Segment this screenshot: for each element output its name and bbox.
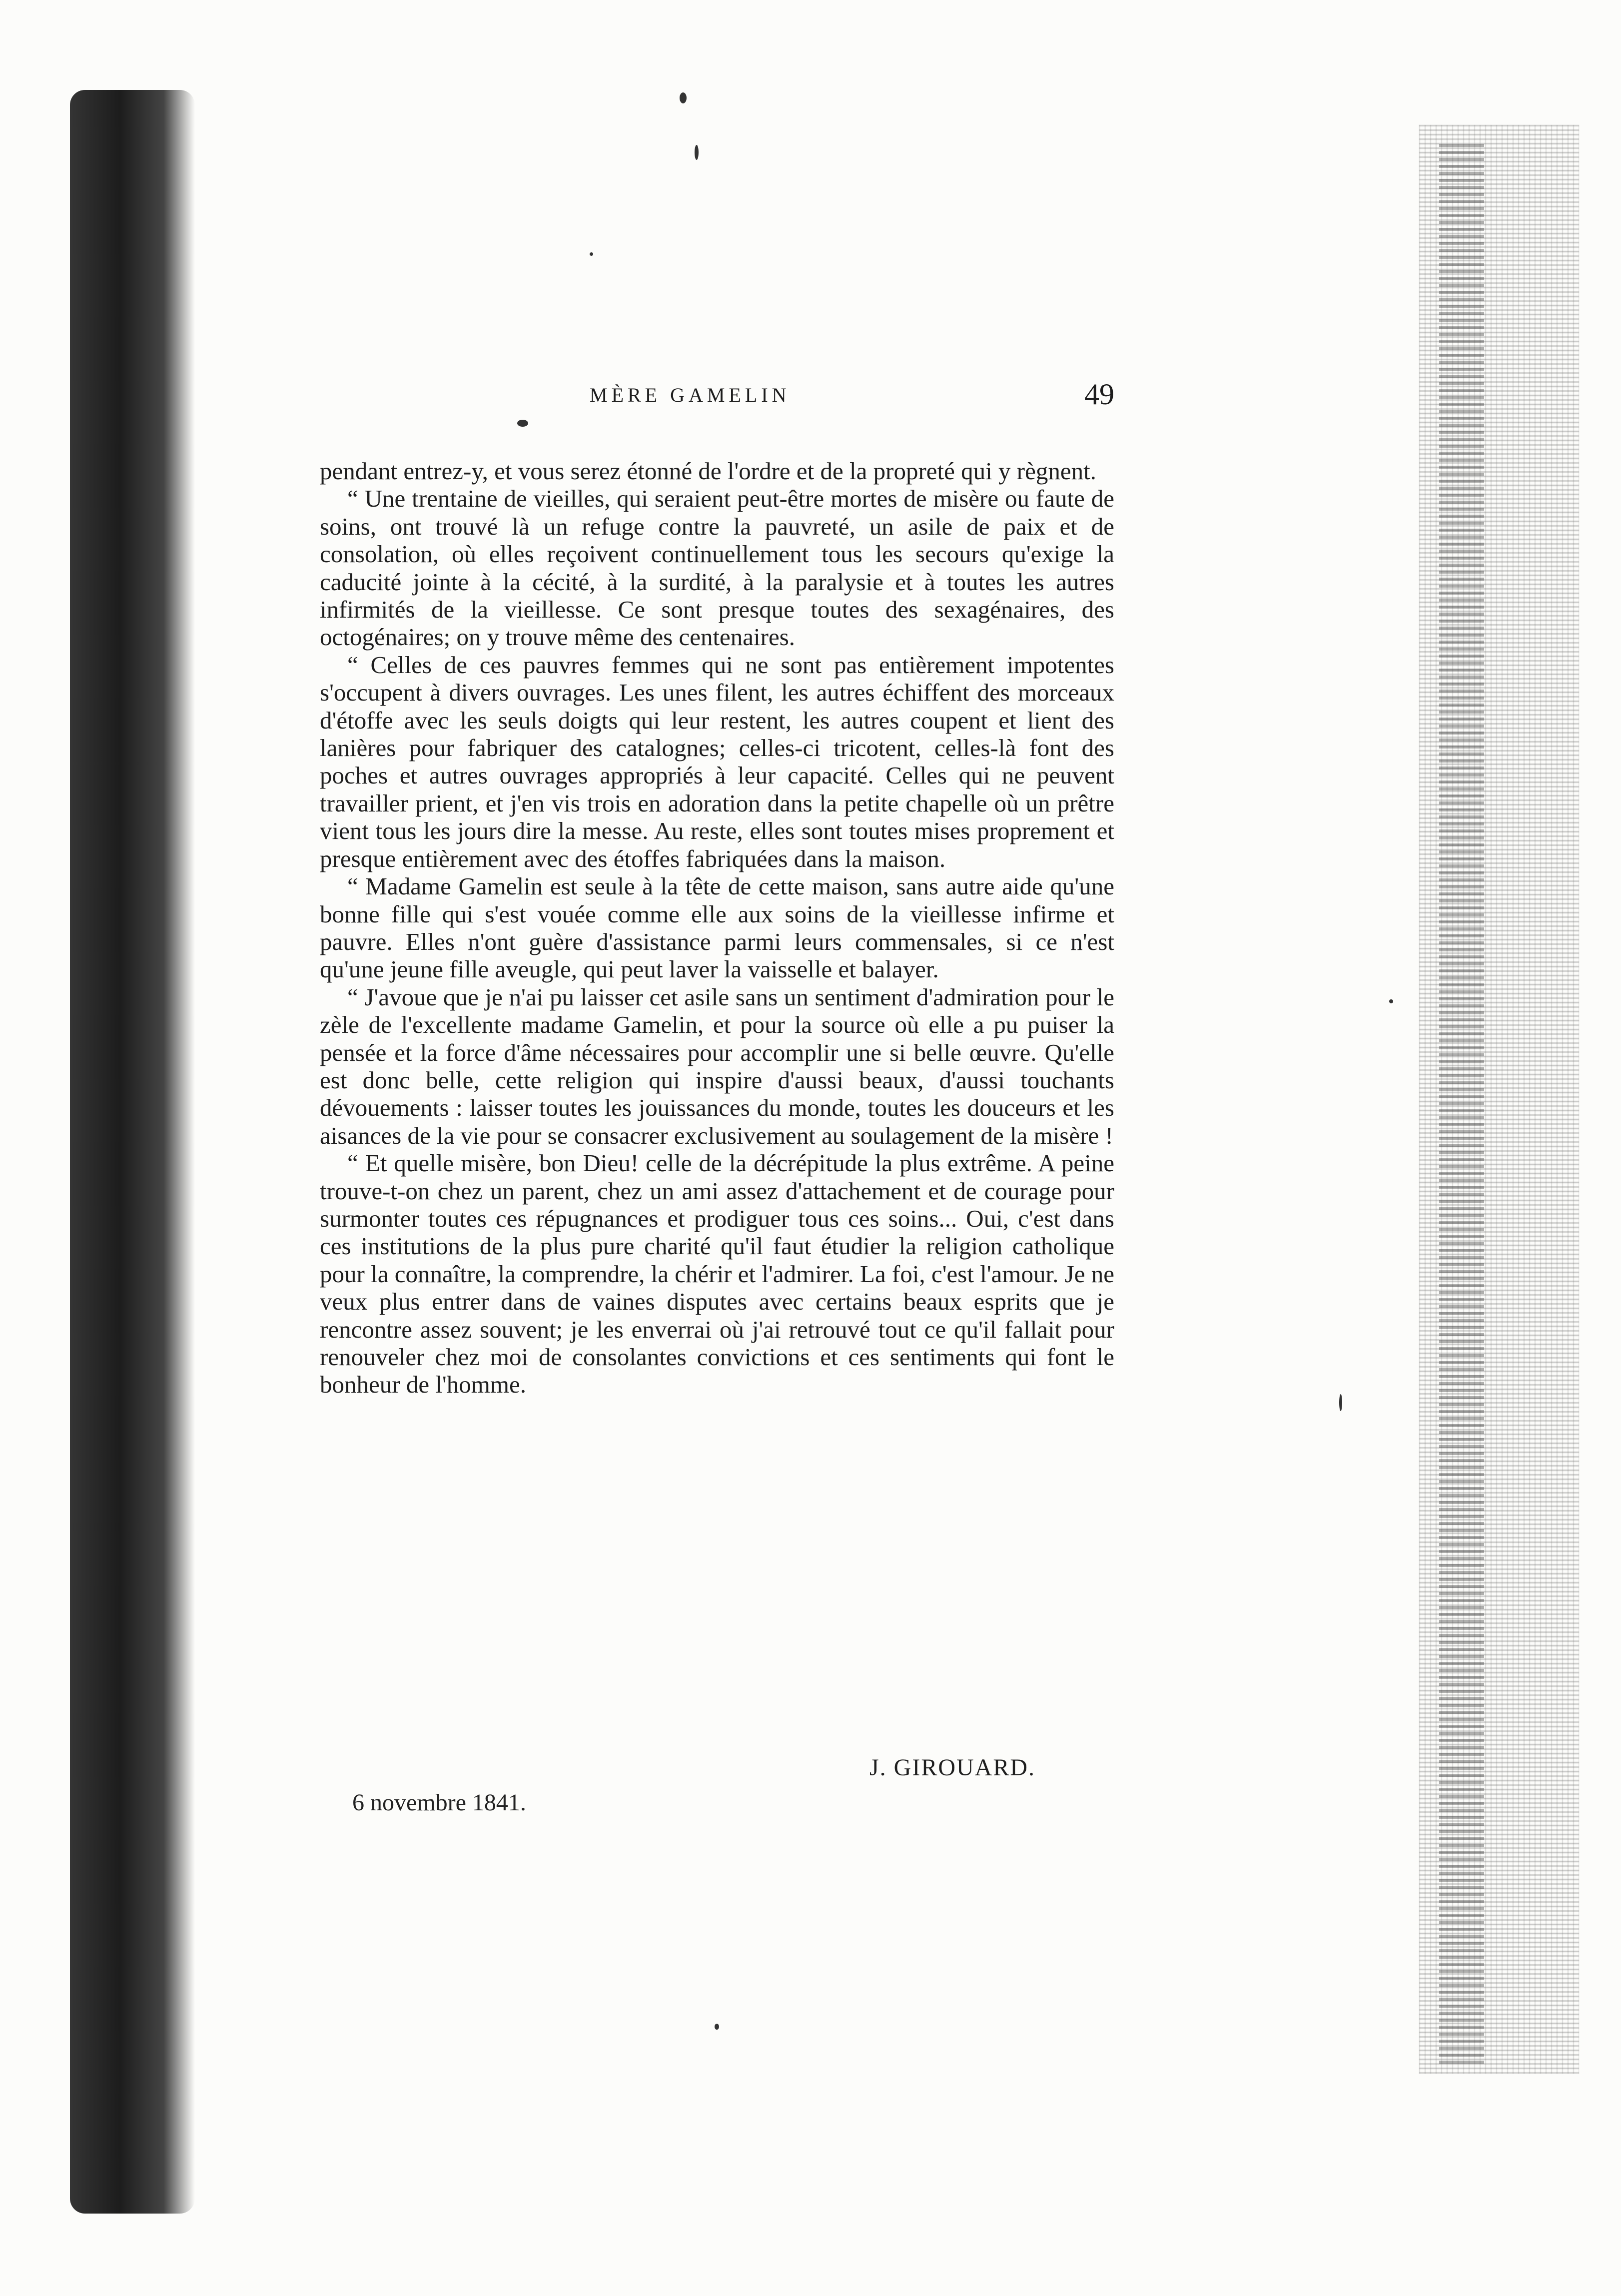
paragraph: “ J'avoue que je n'ai pu laisser cet asile sans un sentiment d'admiration pour le zèle de l'excellente madame Gamelin, et pour la source où elle a pu puiser la pensée et la force d'âme nécessaires pour accomplir une si belle œuvre. Qu'elle est donc belle, cette religion qui inspire d'aussi beaux, d'aussi touchants dévouements : laisser toutes les jouissances du monde, toutes les douceurs et les aisances de la vie pour se consacrer exclusivement au soulagement de la misère ! xyxy=(320,983,1114,1149)
paragraph: “ Celles de ces pauvres femmes qui ne sont pas entièrement impotentes s'occupent à divers ouvrages. Les unes filent, les autres échiffent des morceaux d'étoffe avec les seuls doigts qui leur restent, les autres coupent et lient des lanières pour fabriquer des catalognes; celles-ci tricotent, celles-là font des poches et autres ouvrages appropriés à leur capacité. Celles qui ne peuvent travailler prient, et j'en vis trois en adoration dans la petite chapelle où un prêtre vient tous les jours dire la messe. Au reste, elles sont toutes mises proprement et presque entièrement avec des étoffes fabriquées dans la maison. xyxy=(320,651,1114,872)
running-title: MÈRE GAMELIN xyxy=(590,384,791,406)
scan-speck xyxy=(715,2024,719,2030)
paragraph: “ Une trentaine de vieilles, qui seraient peut-être mortes de misère ou faute de soins, ont trouvé là un refuge contre la pauvreté, un asile de paix et de consolation, où elles reçoivent continuellement tous les secours qu'exige la caducité jointe à la cécité, à la surdité, à la paralysie et à toutes les autres infirmités de la vieillesse. Ce sont presque toutes des sexagénaires, des octogénaires; on y trouve même des centenaires. xyxy=(320,485,1114,651)
scan-speck xyxy=(1389,999,1393,1003)
binding-shadow xyxy=(70,90,195,2214)
running-head xyxy=(320,377,1114,417)
scan-speck xyxy=(590,252,593,256)
paragraph: “ Madame Gamelin est seule à la tête de cette maison, sans autre aide qu'une bonne fille qui s'est vouée comme elle aux soins de la vieillesse infirme et pauvre. Elles n'ont guère d'assistance parmi leurs commensales, si ce n'est qu'une jeune fille aveugle, qui peut laver la vaisselle et balayer. xyxy=(320,872,1114,983)
signature: J. GIROUARD. xyxy=(869,1754,1036,1781)
scan-speck xyxy=(517,420,528,427)
date-line: 6 novembre 1841. xyxy=(352,1789,526,1816)
body-text xyxy=(320,457,1114,1399)
paragraph: pendant entrez-y, et vous serez étonné de l'ordre et de la propreté qui y règnent. xyxy=(320,457,1096,485)
scan-speck xyxy=(680,92,687,103)
page-number: 49 xyxy=(1084,378,1114,411)
scan-speck xyxy=(1339,1394,1342,1411)
scan-speck xyxy=(695,145,699,160)
paragraph: “ Et quelle misère, bon Dieu! celle de la décrépitude la plus extrême. A peine trouve-t-on chez un parent, chez un ami assez d'attachement et de courage pour surmonter toutes ces répugnances et prodiguer tous ces soins... Oui, c'est dans ces institutions de la plus pure charité qu'il faut étudier la religion catholique pour la connaître, la comprendre, la chérir et l'admirer. La foi, c'est l'amour. Je ne veux plus entrer dans de vaines disputes avec certains beaux esprits que je rencontre assez souvent; je les enverrai où j'ai retrouvé tout ce qu'il fallait pour renouveler chez moi de consolantes convictions et ces sentiments qui font le bonheur de l'homme. xyxy=(320,1149,1114,1399)
page-edge-dark xyxy=(1439,140,1484,2064)
